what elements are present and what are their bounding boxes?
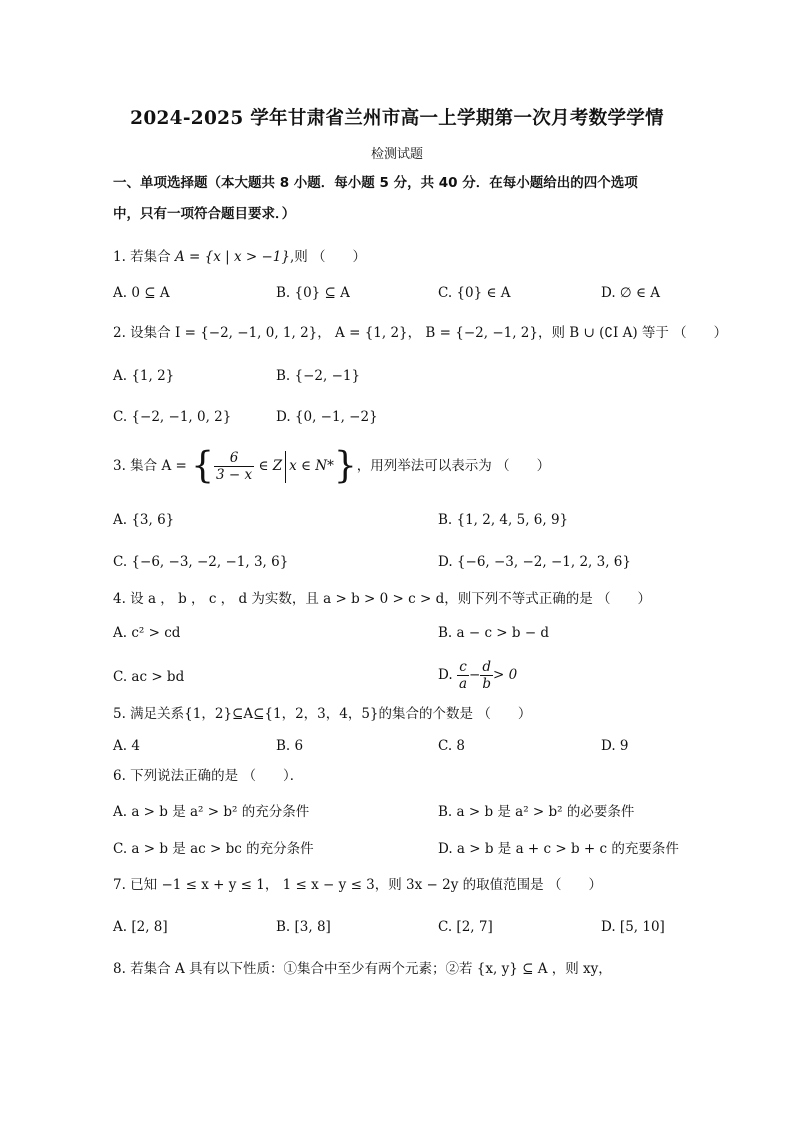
q5-option-b: B. 6 [276, 738, 304, 754]
q4-option-d-fraction2-denominator: b [482, 676, 491, 692]
q4-option-b: B. a − c > b − d [438, 625, 550, 641]
q7-stem: 7. 已知 −1 ≤ x + y ≤ 1， 1 ≤ x − y ≤ 3，则 3x − 2y 的取值范围是 （ ） [113, 877, 602, 893]
q6-option-b: B. a > b 是 a² > b² 的必要条件 [438, 804, 635, 820]
q3-stem-pre: 3. 集合 A = [113, 458, 187, 474]
q3-right-brace: } [333, 445, 357, 487]
q7-option-d: D. [5, 10] [601, 919, 665, 935]
q3-condition: x ∈ N* [289, 458, 334, 474]
document-title: 2024-2025 学年甘肃省兰州市高一上学期第一次月考数学学情 [130, 108, 664, 129]
q7-option-a: A. [2, 8] [113, 919, 168, 935]
q4-option-d-fraction1-denominator: a [458, 676, 467, 692]
q5-option-a: A. 4 [113, 738, 140, 754]
q3-option-b: B. {1, 2, 4, 5, 6, 9} [438, 512, 569, 528]
q1-stem [113, 248, 366, 266]
q6-option-a: A. a > b 是 a² > b² 的充分条件 [113, 804, 310, 820]
q4-option-d-compare: > 0 [492, 667, 518, 683]
q4-option-a: A. c² > cd [113, 625, 181, 641]
q1-option-b: B. {0} ⊆ A [276, 285, 350, 301]
q6-stem: 6. 下列说法正确的是 （ ）． [113, 768, 304, 784]
q4-option-d-fraction2-numerator: d [482, 659, 491, 675]
q7-option-c: C. [2, 7] [438, 919, 493, 935]
document-subtitle: 检测试题 [370, 147, 423, 162]
q4-option-d [438, 658, 517, 692]
section-heading-line1: 一、单项选择题（本大题共 8 小题．每小题 5 分，共 40 分．在每小题给出的四个选项 [113, 175, 638, 191]
q7-option-b: B. [3, 8] [276, 919, 331, 935]
q3-fraction-denominator: 3 − x [216, 467, 253, 483]
q2-option-a: A. {1, 2} [113, 368, 175, 384]
q3-option-d: D. {−6, −3, −2, −1, 2, 3, 6} [438, 554, 631, 570]
q3-fraction [214, 450, 254, 483]
q3-membership: ∈ Z [258, 458, 283, 474]
q5-option-d: D. 9 [601, 738, 629, 754]
q3-left-brace: { [191, 445, 215, 487]
q4-option-c: C. ac > bd [113, 669, 185, 685]
q3-stem-post: ，用列举法可以表示为 （ ） [356, 458, 551, 474]
q4-option-d-fraction1-numerator: c [457, 659, 469, 676]
q2-option-d: D. {0, −1, −2} [276, 409, 378, 425]
q1-option-a: A. 0 ⊆ A [113, 285, 170, 301]
q4-option-d-fraction2 [480, 659, 493, 692]
q4-option-d-label: D. [438, 667, 453, 683]
q6-option-d: D. a > b 是 a + c > b + c 的充要条件 [438, 841, 679, 857]
q1-stem-post: ,则 （ ） [289, 249, 367, 265]
q4-option-d-fraction1 [457, 659, 469, 692]
q2-option-c: C. {−2, −1, 0, 2} [113, 409, 232, 425]
q6-option-c: C. a > b 是 ac > bc 的充分条件 [113, 841, 314, 857]
q2-stem: 2. 设集合 I = {−2, −1, 0, 1, 2}， A = {1, 2}， B = {−2, −1, 2}，则 B ∪ (∁I A) 等于 （ ） [113, 325, 728, 341]
q5-option-c: C. 8 [438, 738, 466, 754]
q1-stem-math: A = {x | x > −1} [174, 249, 290, 265]
q3-divider-bar [285, 451, 286, 483]
q3-option-c: C. {−6, −3, −2, −1, 3, 6} [113, 554, 289, 570]
q4-stem: 4. 设 a ， b ， c ， d 为实数，且 a > b > 0 > c > d，则下列不等式正确的是 （ ） [113, 591, 652, 607]
q1-stem-pre: 1. 若集合 [113, 249, 171, 265]
q4-option-d-minus: − [469, 667, 481, 683]
q2-option-b: B. {−2, −1} [276, 368, 361, 384]
q5-stem: 5. 满足关系{1，2}⊆A⊆{1，2，3，4，5}的集合的个数是 （ ） [113, 706, 532, 722]
q3-fraction-numerator: 6 [214, 450, 254, 467]
q8-stem: 8. 若集合 A 具有以下性质：①集合中至少有两个元素；②若 {x, y} ⊆ A ，则 xy， [113, 961, 612, 977]
q3-option-a: A. {3, 6} [113, 512, 175, 528]
section-heading-line2: 中，只有一项符合题目要求．） [113, 206, 296, 222]
q3-stem [113, 445, 551, 487]
q1-option-c: C. {0} ∈ A [438, 285, 511, 301]
q1-option-d: D. ∅ ∈ A [601, 285, 661, 301]
